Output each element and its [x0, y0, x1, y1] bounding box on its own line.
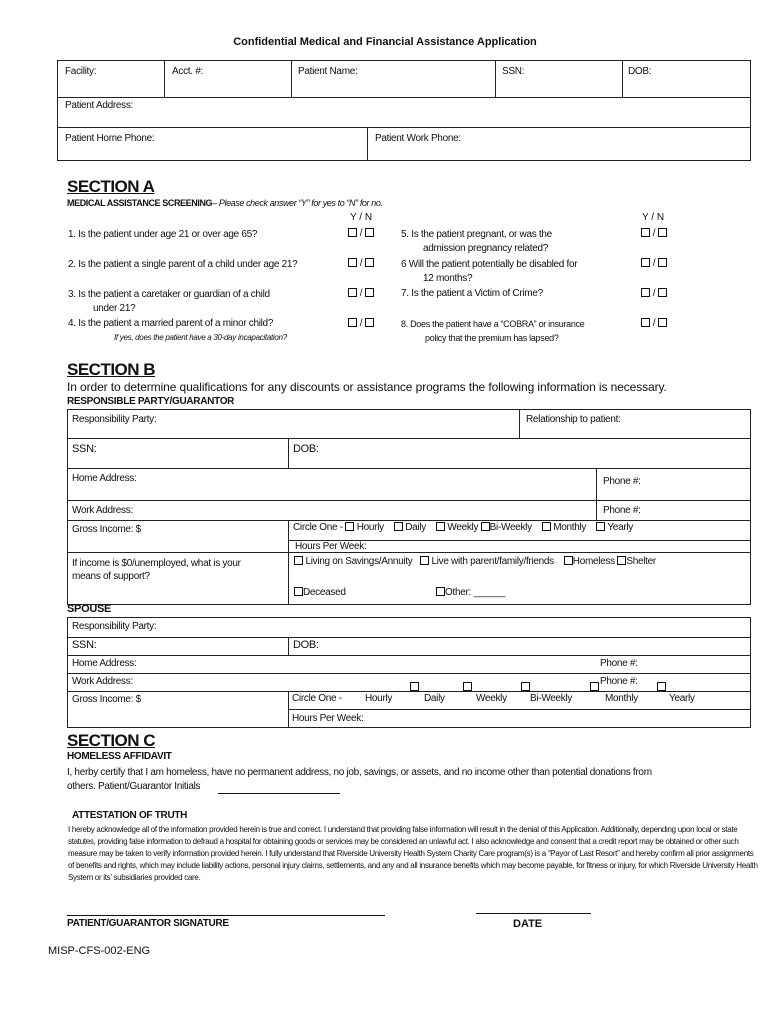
question-2: 2. Is the patient a single parent of a child under age 21?	[68, 259, 298, 270]
section-a-heading: SECTION A	[67, 177, 155, 196]
screening-instructions	[67, 198, 383, 208]
patient-work-phone-field[interactable]: Patient Work Phone:	[375, 133, 461, 144]
section-b-heading: SECTION B	[67, 360, 156, 379]
checkbox-q7-no[interactable]	[658, 288, 667, 297]
question-4-note: If yes, does the patient have a 30-day incapacitation?	[114, 333, 287, 342]
checkbox-q1-no[interactable]	[365, 228, 374, 237]
support-options-row2: Deceased	[294, 587, 346, 598]
spouse-work-address-field[interactable]: Work Address:	[72, 676, 133, 687]
section-c-heading: SECTION C	[67, 731, 156, 750]
guarantor-ssn-field[interactable]: SSN:	[72, 443, 97, 455]
homeless-affidavit-heading: HOMELESS AFFIDAVIT	[67, 751, 172, 762]
yn-header-right: Y / N	[642, 212, 665, 223]
spouse-ssn-field[interactable]: SSN:	[72, 639, 97, 651]
checkbox-q1-yes[interactable]	[348, 228, 357, 237]
date-label: DATE	[513, 918, 543, 930]
yn-checkboxes-q8: /	[641, 318, 667, 329]
support-options-other	[436, 587, 505, 598]
question-4: 4. Is the patient a married parent of a minor child?	[68, 318, 274, 329]
checkbox-live-with-family[interactable]	[420, 556, 429, 565]
question-3: 3. Is the patient a caretaker or guardian of a child	[68, 289, 270, 300]
patient-address-field[interactable]: Patient Address:	[65, 100, 134, 111]
section-b-intro: In order to determine qualifications for any discounts or assistance programs the following information is necessary.	[67, 380, 667, 394]
checkbox-q6-yes[interactable]	[641, 258, 650, 267]
checkbox-monthly[interactable]	[542, 522, 551, 531]
checkbox-q4-yes[interactable]	[348, 318, 357, 327]
spouse-hourly-label: Hourly	[365, 693, 393, 704]
yn-header-left: Y / N	[350, 212, 373, 223]
checkbox-shelter[interactable]	[617, 556, 626, 565]
spouse-heading: SPOUSE	[67, 603, 112, 615]
patient-home-phone-field[interactable]: Patient Home Phone:	[65, 133, 155, 144]
yn-checkboxes-q4: /	[348, 318, 374, 329]
question-5: 5. Is the patient pregnant, or was the	[401, 229, 552, 240]
checkbox-weekly[interactable]	[436, 522, 445, 531]
yn-checkboxes-q2: /	[348, 258, 374, 269]
checkbox-q5-no[interactable]	[658, 228, 667, 237]
guarantor-dob-field[interactable]: DOB:	[293, 443, 319, 455]
checkbox-q4-no[interactable]	[365, 318, 374, 327]
acct-field[interactable]: Acct. #:	[172, 66, 203, 77]
signature-label: PATIENT/GUARANTOR SIGNATURE	[67, 918, 229, 929]
support-options-row1: Living on Savings/Annuity Live with parent/family/friends Homeless Shelter	[294, 556, 656, 567]
checkbox-living-savings[interactable]	[294, 556, 303, 565]
spouse-home-phone-field[interactable]: Phone #:	[600, 658, 638, 669]
attestation-text: I hereby acknowledge all of the information provided herein is true and correct. I understand that providing false information will result in the denial of this Application. Additionally, depending upon local or state statutes, providing false information to defraud a hospital for obtaining goods or services may be considered an unlawful act. I also acknowledge and consent that a credit report may be obtained or other such measure may be taken to verify information provided herein. I fully understand that Riverside University Health System Charity Care program(s) is a “Payor of Last Resort” and hereby confirm all prior assignments of benefits and rights, which may include liability actions, personal injury claims, settlements, and any and all insurance benefits which may become payable, for fitness or injury, for which Riverside University Health System or its’ subsidiaries provided care.	[68, 825, 758, 882]
facility-field[interactable]: Facility:	[65, 66, 97, 77]
relationship-field[interactable]: Relationship to patient:	[526, 414, 621, 425]
spouse-circle-one: Circle One -	[292, 693, 342, 704]
guarantor-work-address-field[interactable]: Work Address:	[72, 505, 133, 516]
checkbox-q8-yes[interactable]	[641, 318, 650, 327]
checkbox-daily[interactable]	[394, 522, 403, 531]
question-1: 1. Is the patient under age 21 or over age 65?	[68, 229, 258, 240]
checkbox-q3-no[interactable]	[365, 288, 374, 297]
spouse-monthly-label: Monthly	[605, 693, 638, 704]
support-question: If income is $0/unemployed, what is your	[72, 558, 241, 569]
checkbox-biweekly[interactable]	[481, 522, 490, 531]
checkbox-homeless[interactable]	[564, 556, 573, 565]
spouse-daily-label: Daily	[424, 693, 445, 704]
spouse-yearly-label: Yearly	[669, 693, 695, 704]
guarantor-work-phone-field[interactable]: Phone #:	[603, 505, 641, 516]
yn-checkboxes-q1: /	[348, 228, 374, 239]
checkbox-q8-no[interactable]	[658, 318, 667, 327]
checkbox-q5-yes[interactable]	[641, 228, 650, 237]
income-frequency-options: Circle One - Hourly Daily Weekly Bi-Weekly Monthly Yearly	[293, 522, 633, 533]
spouse-biweekly-label: Bi-Weekly	[530, 693, 573, 704]
checkbox-hourly[interactable]	[345, 522, 354, 531]
question-8-cont: policy that the premium has lapsed?	[425, 333, 559, 343]
affidavit-initials-label: others. Patient/Guarantor Initials	[67, 781, 201, 792]
initials-line[interactable]	[218, 793, 340, 794]
guarantor-home-phone-field[interactable]: Phone #:	[603, 476, 641, 487]
spouse-work-phone-field[interactable]: Phone #:	[600, 676, 638, 687]
yn-checkboxes-q6: /	[641, 258, 667, 269]
date-line[interactable]	[476, 913, 591, 914]
checkbox-q2-no[interactable]	[365, 258, 374, 267]
question-5-cont: admission pregnancy related?	[423, 243, 549, 254]
support-question-cont: means of support?	[72, 571, 150, 582]
question-6-cont: 12 months?	[423, 273, 473, 284]
checkbox-sp-hourly[interactable]	[410, 682, 419, 691]
screening-label: MEDICAL ASSISTANCE SCREENING	[67, 198, 213, 208]
patient-name-field[interactable]: Patient Name:	[298, 66, 358, 77]
guarantor-gross-income-field[interactable]: Gross Income: $	[72, 524, 141, 535]
yn-checkboxes-q3: /	[348, 288, 374, 299]
checkbox-deceased[interactable]	[294, 587, 303, 596]
checkbox-sp-monthly[interactable]	[657, 682, 666, 691]
form-title: Confidential Medical and Financial Assistance Application	[233, 36, 537, 48]
checkbox-q7-yes[interactable]	[641, 288, 650, 297]
checkbox-sp-biweekly[interactable]	[590, 682, 599, 691]
guarantor-home-address-field[interactable]: Home Address:	[72, 473, 137, 484]
question-8: 8. Does the patient have a “COBRA” or insurance	[401, 319, 585, 329]
checkbox-q3-yes[interactable]	[348, 288, 357, 297]
checkbox-other[interactable]	[436, 587, 445, 596]
patient-ssn-field[interactable]: SSN:	[502, 66, 525, 77]
checkbox-sp-daily[interactable]	[463, 682, 472, 691]
affidavit-text: I, herby certify that I am homeless, have no permanent address, no job, savings, or assets, and no income other than potential donations from	[67, 767, 652, 778]
responsible-party-heading: RESPONSIBLE PARTY/GUARANTOR	[67, 396, 235, 407]
form-code: MISP-CFS-002-ENG	[48, 945, 151, 957]
question-6: 6 Will the patient potentially be disabled for	[401, 259, 578, 270]
spouse-home-address-field[interactable]: Home Address:	[72, 658, 137, 669]
guarantor-hours-per-week-field[interactable]: Hours Per Week:	[295, 541, 367, 552]
yn-checkboxes-q5: /	[641, 228, 667, 239]
checkbox-sp-weekly[interactable]	[521, 682, 530, 691]
screening-note: – Please check answer “Y” for yes to “N” for no.	[212, 198, 383, 208]
spouse-gross-income-field[interactable]: Gross Income: $	[72, 694, 141, 705]
attestation-heading: ATTESTATION OF TRUTH	[72, 810, 188, 821]
checkbox-q6-no[interactable]	[658, 258, 667, 267]
spouse-hours-per-week-field[interactable]: Hours Per Week:	[292, 713, 364, 724]
question-7: 7. Is the patient a Victim of Crime?	[401, 288, 543, 299]
signature-line[interactable]	[67, 915, 385, 916]
checkbox-yearly[interactable]	[596, 522, 605, 531]
spouse-dob-field[interactable]: DOB:	[293, 639, 319, 651]
guarantor-name-field[interactable]: Responsibility Party:	[72, 414, 157, 425]
patient-dob-field[interactable]: DOB:	[628, 66, 652, 77]
spouse-name-field[interactable]: Responsibility Party:	[72, 621, 157, 632]
spouse-weekly-label: Weekly	[476, 693, 507, 704]
yn-checkboxes-q7: /	[641, 288, 667, 299]
other-field[interactable]: Other: ______	[445, 587, 506, 598]
checkbox-q2-yes[interactable]	[348, 258, 357, 267]
question-3-cont: under 21?	[93, 303, 136, 314]
